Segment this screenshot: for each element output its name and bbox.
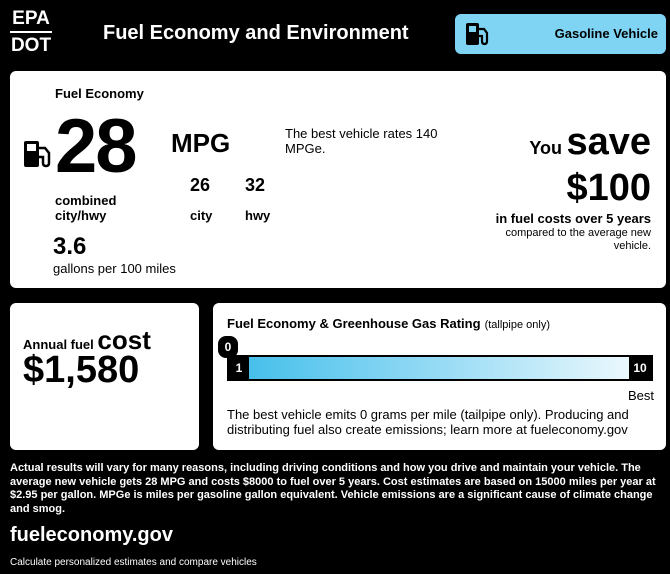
combined-mpg-value: 28 bbox=[55, 104, 136, 189]
gallons-label: gallons per 100 miles bbox=[53, 261, 176, 276]
epa-label: EPA bbox=[10, 8, 52, 33]
rating-max-label: 10 bbox=[629, 357, 651, 379]
rating-min-label: 1 bbox=[229, 357, 249, 379]
hwy-mpg-value: 32 bbox=[245, 175, 266, 195]
hwy-label: hwy bbox=[245, 208, 271, 223]
combined-label: combined city/hwy bbox=[55, 193, 117, 223]
savings-amount: $100 bbox=[566, 167, 651, 209]
city-label: city bbox=[190, 208, 213, 223]
ghg-rating-panel bbox=[213, 303, 666, 450]
savings-compared-label: compared to the average new vehicle. bbox=[505, 227, 651, 252]
fuel-economy-label: Fuel Economy bbox=[55, 86, 144, 101]
rating-title-text: Fuel Economy & Greenhouse Gas Rating bbox=[227, 316, 481, 331]
agency-logo bbox=[10, 8, 52, 57]
annual-fuel-cost-value: $1,580 bbox=[23, 349, 140, 391]
cost-label: cost bbox=[97, 325, 151, 355]
fuel-economy-panel bbox=[10, 71, 666, 288]
vehicle-type-label: Gasoline Vehicle bbox=[554, 26, 658, 41]
rating-best-label: Best bbox=[627, 388, 654, 403]
mpg-unit: MPG bbox=[171, 128, 231, 158]
disclaimer-text: Actual results will vary for many reasons, including driving conditions and how you drive and maintain your vehicle. The average new vehicle gets 28 MPG and costs $8000 to fuel over 5 years. Cost estimates are based on 15000 miles per year at $2.95 per gallon. MPGe is miles per gasoline gallon equivalent. Vehicle emissions are a significant cause of climate change and smog. bbox=[10, 462, 656, 515]
annual-fuel-label: Annual fuel bbox=[23, 337, 94, 352]
emissions-note: The best vehicle emits 0 grams per mile (tailpipe only). Producing and distributing fuel also create emissions; learn more at fueleconomy.gov bbox=[227, 407, 629, 437]
dot-label: DOT bbox=[10, 35, 52, 56]
annual-fuel-cost-panel bbox=[10, 303, 199, 450]
best-vehicle-note: The best vehicle rates 140 MPGe. bbox=[285, 126, 438, 156]
fuel-pump-icon bbox=[463, 20, 491, 48]
save-label: save bbox=[566, 121, 651, 163]
website-link[interactable]: fueleconomy.gov bbox=[10, 524, 173, 546]
calculate-note: Calculate personalized estimates and compare vehicles bbox=[10, 557, 257, 568]
savings-headline bbox=[421, 121, 651, 164]
page-title: Fuel Economy and Environment bbox=[103, 22, 409, 44]
you-label: You bbox=[529, 138, 562, 158]
vehicle-type-badge bbox=[455, 14, 666, 54]
savings-costs-label: in fuel costs over 5 years bbox=[495, 211, 651, 226]
city-mpg-value: 26 bbox=[190, 175, 211, 195]
rating-title bbox=[227, 316, 550, 331]
gallons-value: 3.6 bbox=[53, 233, 87, 260]
rating-scale-bar bbox=[227, 355, 653, 381]
fuel-pump-icon bbox=[22, 137, 54, 171]
rating-marker: 0 bbox=[218, 336, 238, 358]
rating-subtitle: (tallpipe only) bbox=[484, 319, 550, 331]
